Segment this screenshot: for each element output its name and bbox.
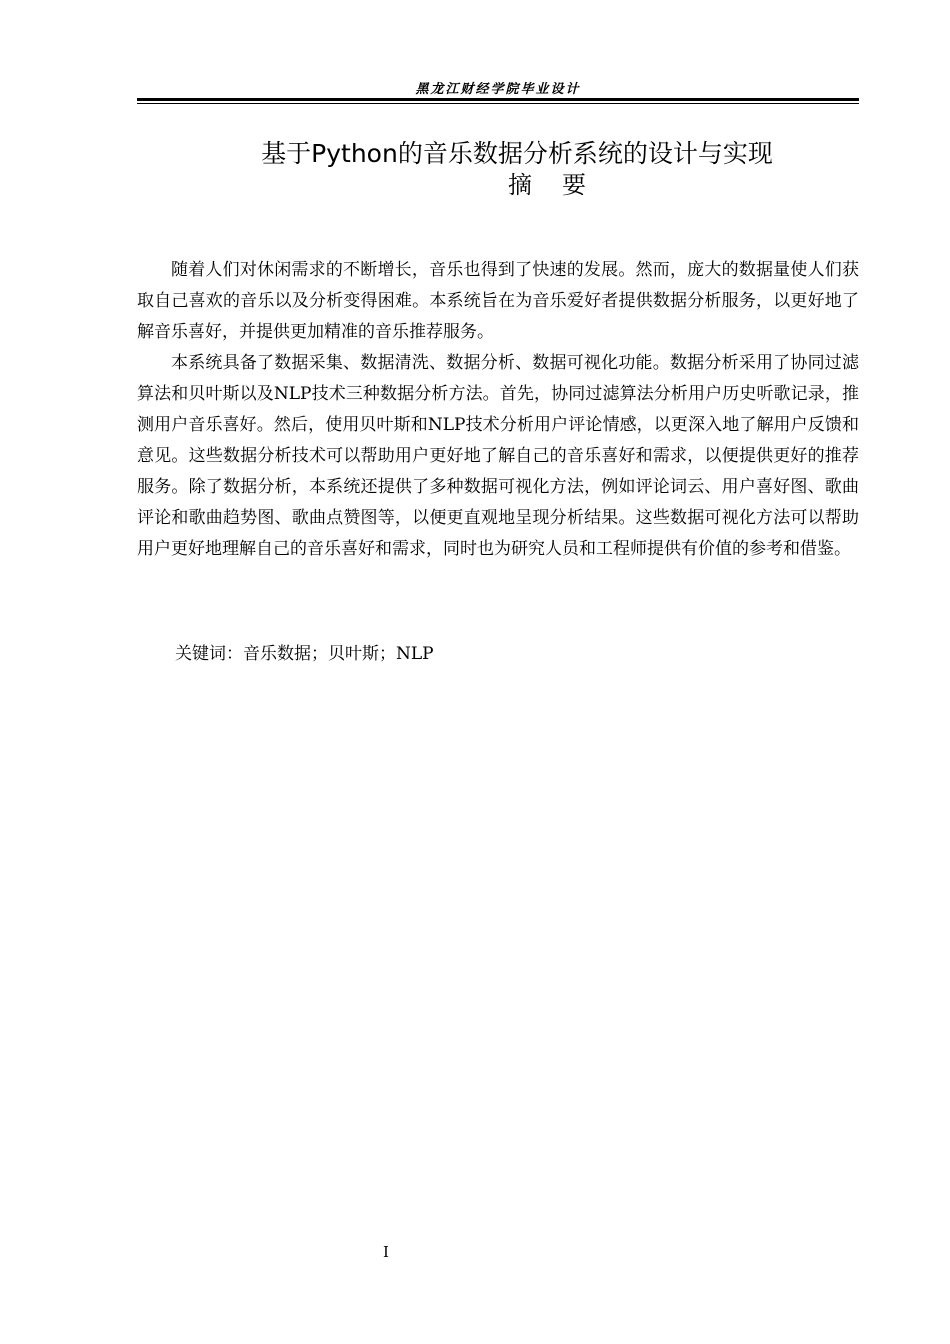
page-number: I [383,1243,389,1261]
keywords-line [175,640,434,668]
abstract-body [137,255,859,565]
running-header: 黑龙江财经学院毕业设计 [415,82,581,97]
abstract-heading: 摘要 [508,171,616,199]
abstract-paragraph: 本系统具备了数据采集、数据清洗、数据分析、数据可视化功能。数据分析采用了协同过滤算法和贝叶斯以及NLP技术三种数据分析方法。首先，协同过滤算法分析用户历史听歌记录，推测用户音乐喜好。然后，使用贝叶斯和NLP技术分析用户评论情感，以更深入地了解用户反馈和意见。这些数据分析技术可以帮助用户更好地了解自己的音乐喜好和需求，以便提供更好的推荐服务。除了数据分析，本系统还提供了多种数据可视化方法，例如评论词云、用户喜好图、歌曲评论和歌曲趋势图、歌曲点赞图等，以便更直观地呈现分析结果。这些数据可视化方法可以帮助用户更好地理解自己的音乐喜好和需求，同时也为研究人员和工程师提供有价值的参考和借鉴。 [137,353,859,559]
abstract-paragraph: 随着人们对休闲需求的不断增长，音乐也得到了快速的发展。然而，庞大的数据量使人们获取自己喜欢的音乐以及分析变得困难。本系统旨在为音乐爱好者提供数据分析服务，以更好地了解音乐喜好，并提供更加精准的音乐推荐服务。 [137,260,859,342]
keywords-label: 关键词： [175,644,243,664]
header-rule-thin [137,103,859,104]
keywords-value: 音乐数据；贝叶斯；NLP [243,644,434,664]
header-rule-thick [137,98,859,101]
document-title: 基于Python的音乐数据分析系统的设计与实现 [261,139,773,168]
